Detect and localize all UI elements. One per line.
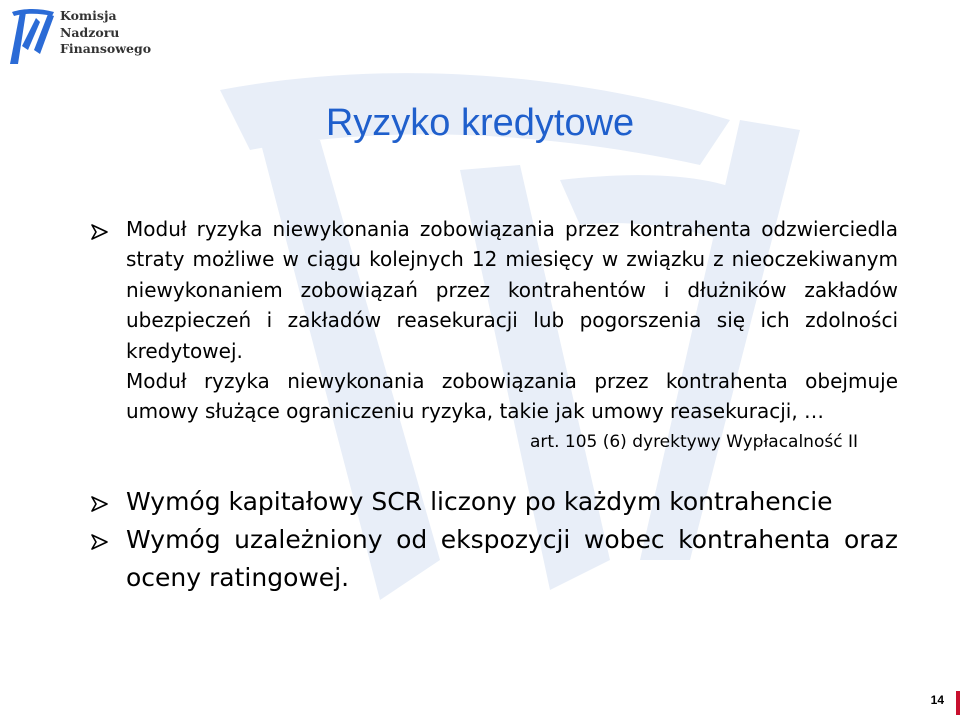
bullet-item-1	[90, 214, 898, 455]
page-number: 14	[930, 693, 944, 707]
logo-line-2: Nadzoru	[60, 24, 120, 40]
bullet-1-text: Moduł ryzyka niewykonania zobowiązania przez kontrahenta odzwierciedla straty możliwe w ciągu kolejnych 12 miesięcy w związku z nieoczekiwanym niewykonaniem zobowiązań przez kontrahentów i dłużników zakładów ubezpieczeń i zakładów reasekuracji lub pogorszenia się ich zdolności kredytowej.	[126, 217, 898, 363]
outline-arrowhead-icon	[90, 495, 110, 513]
slide-title: Ryzyko kredytowe	[325, 102, 635, 144]
bullet-3-text: Wymóg uzależniony od ekspozycji wobec kontrahenta oraz oceny ratingowej.	[126, 524, 898, 592]
bullet-1-text-2: Moduł ryzyka niewykonania zobowiązania przez kontrahenta obejmuje umowy służące ograniczeniu ryzyka, takie jak umowy reasekuracji, …	[126, 369, 898, 424]
accent-bar	[956, 691, 960, 715]
outline-arrowhead-icon	[90, 223, 110, 241]
knf-logo	[6, 6, 156, 70]
bullet-item-3	[90, 521, 898, 597]
knf-logo-icon	[6, 6, 58, 68]
bullet-item-2	[90, 483, 898, 521]
bullet-2-text: Wymóg kapitałowy SCR liczony po każdym kontrahencie	[126, 486, 833, 516]
logo-line-1: Komisja	[60, 8, 117, 23]
slide-content	[90, 214, 898, 597]
outline-arrowhead-icon	[90, 533, 110, 551]
legal-citation: art. 105 (6) dyrektywy Wypłacalność II	[530, 431, 858, 452]
logo-line-3: Finansowego	[60, 41, 152, 56]
